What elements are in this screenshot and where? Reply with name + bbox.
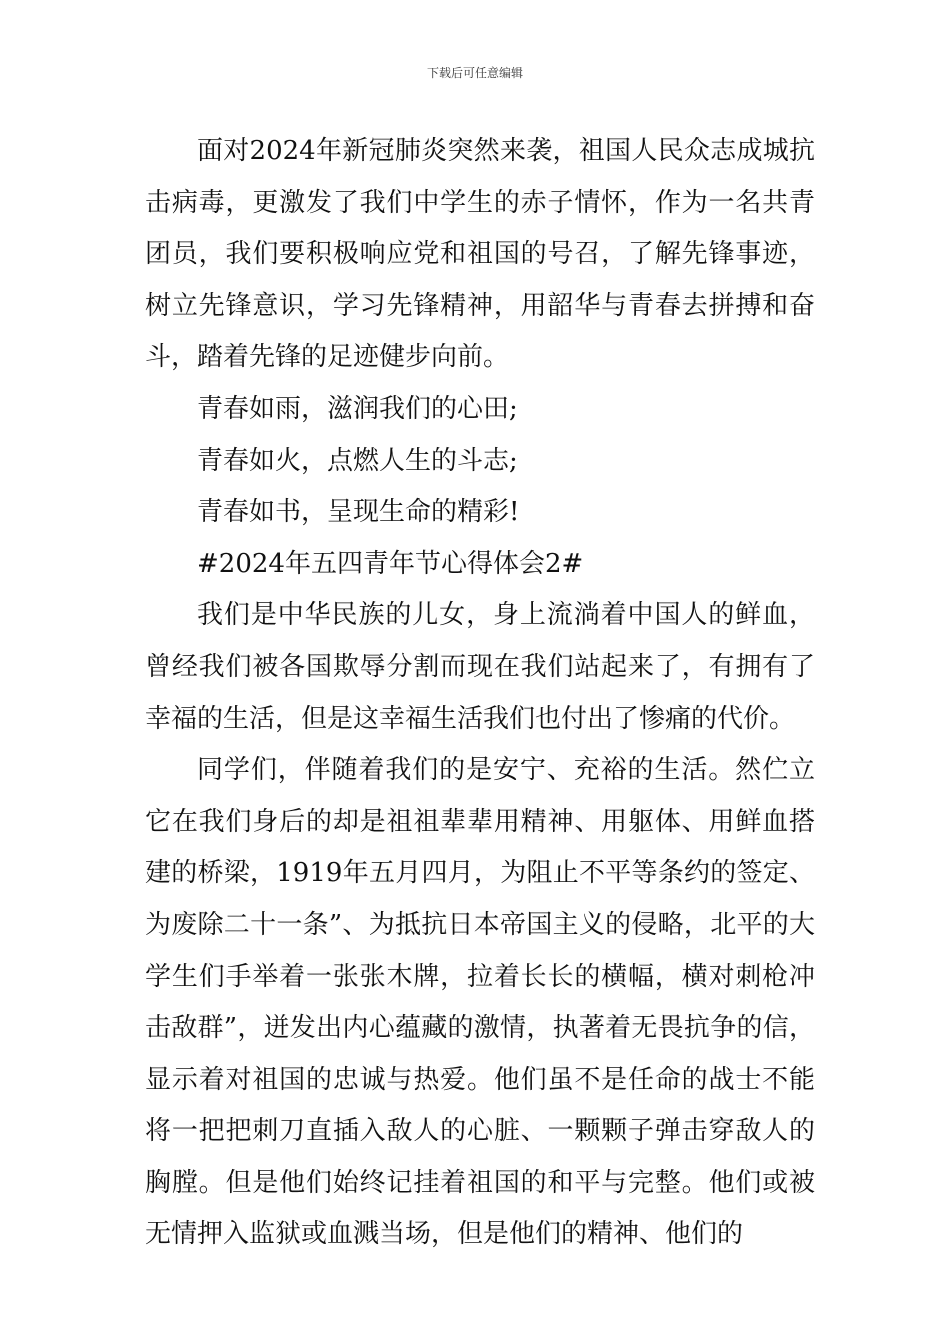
section-heading: #2024年五四青年节心得体会2# [197,548,584,579]
paragraph-covid-intro: 面对2024年新冠肺炎突然来袭，祖国人民众志成城抗击病毒，更激发了我们中学生的赤子情怀，作为一名共青团员，我们要积极响应党和祖国的号召，了解先锋事迹，树立先锋意识，学习先锋精神，用韶华与青春去拼搏和奋斗，踏着先锋的足迹健步向前。 [145,136,815,373]
paragraph-youth-book: 青春如书，呈现生命的精彩! [197,497,520,528]
header-note: 下载后可任意编辑 [426,66,523,80]
paragraph-chinese-children: 我们是中华民族的儿女，身上流淌着中国人的鲜血，曾经我们被各国欺辱分割而现在我们站起来了，有拥有了幸福的生活，但是这幸福生活我们也付出了惨痛的代价。 [145,600,815,734]
paragraph-may-fourth-history: 同学们，伴随着我们的是安宁、充裕的生活。然伫立它在我们身后的却是祖祖辈辈用精神、用躯体、用鲜血搭建的桥梁，1919年五月四月，为阻止不平等条约的签定、为废除二十一条”、为抵抗日本帝国主义的侵略，北平的大学生们手举着一张张木牌，拉着长长的横幅，横对刺枪冲击敌群”，迸发出内心蕴藏的激情，执著着无畏抗争的信，显示着对祖国的忠诚与热爱。他们虽不是任命的战士不能将一把把刺刀直插入敌人的心脏、一颗颗子弹击穿敌人的胸膛。但是他们始终记挂着祖国的和平与完整。他们或被无情押入监狱或血溅当场，但是他们的精神、他们的 [145,755,815,1250]
document-body [145,126,815,1261]
paragraph-youth-rain: 青春如雨，滋润我们的心田; [197,393,518,424]
paragraph-youth-fire: 青春如火，点燃人生的斗志; [197,445,518,476]
